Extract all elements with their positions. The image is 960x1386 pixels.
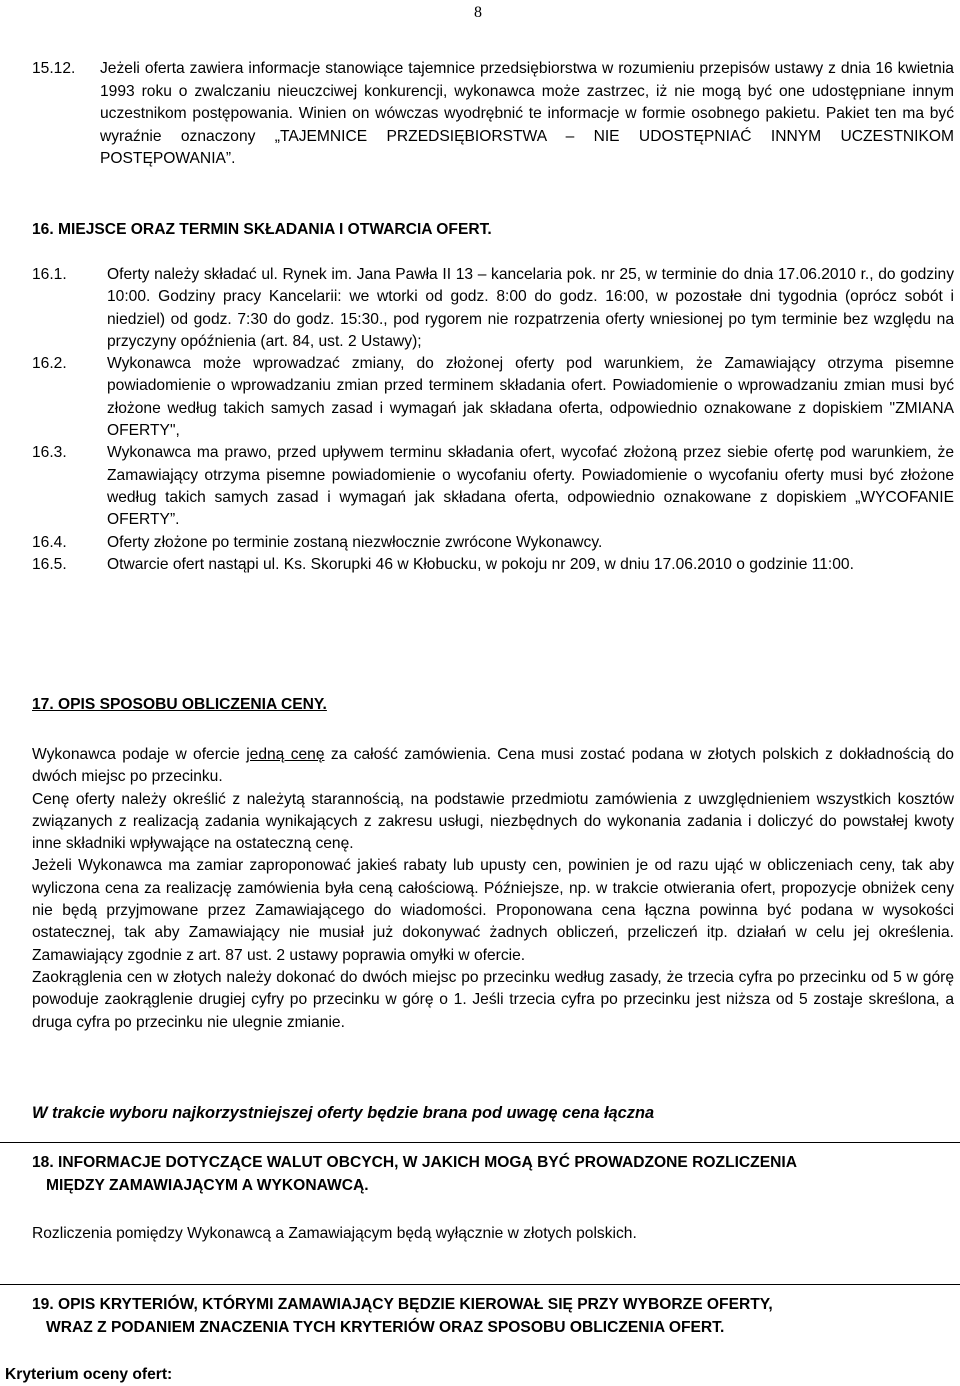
heading-line: 18. INFORMACJE DOTYCZĄCE WALUT OBCYCH, W JAKICH MOGĄ BYĆ PROWADZONE ROZLICZENIA <box>32 1154 797 1171</box>
list-item <box>32 264 954 353</box>
heading-line: 19. OPIS KRYTERIÓW, KTÓRYMI ZAMAWIAJĄCY BĘDZIE KIEROWAŁ SIĘ PRZY WYBORZE OFERTY, <box>32 1296 773 1313</box>
paragraph-text: za całość zamówienia. Cena musi zostać podana w złotych polskich z dokładnością do dwóch miejsc po przecinku. <box>32 746 954 786</box>
heading-section-18 <box>32 1152 954 1197</box>
heading-section-17: 17. OPIS SPOSOBU OBLICZENIA CENY. <box>32 696 327 713</box>
underlined-phrase: jedną cenę <box>246 746 325 763</box>
heading-line: WRAZ Z PODANIEM ZNACZENIA TYCH KRYTERIÓW ORAZ SPOSOBU OBLICZENIA OFERT. <box>46 1318 725 1336</box>
item-text: Oferty należy składać ul. Rynek im. Jana Pawła II 13 – kancelaria pok. nr 25, w terminie do dnia 17.06.2010 r., do godziny 10:00. Godziny pracy Kancelarii: we wtorki od godz. 8:00 do godz. 16:00, w pozostałe dni tygodnia (oprócz sobót i niedziel) od godz. 7:30 do godz. 15:30., pod rygorem nie rozpatrzenia oferty wniesionej po tym terminie bez względu na przyczyny opóźnienia (art. 84, ust. 2 Ustawy); <box>107 266 954 350</box>
paragraph: Jeżeli Wykonawca ma zamiar zaproponować jakieś rabaty lub upusty cen, powinien je od razu ująć w obliczeniach ceny, tak aby wyliczona cena za realizację zamówienia była ceną całościową. Późniejsze, np. w trakcie otwierania ofert, propozycje obniżek ceny nie będą przyjmowane przez Zamawiającego do wiadomości. Proponowana cena łączna powinna być podana w wysokości ostatecznej, tak aby Zamawiający nie musiał już dokonywać żadnych obliczeń, przeliczeń itp. działań w celu jej określenia. Zamawiający zgodnie z art. 87 ust. 2 ustawy poprawia omyłki w ofercie. <box>32 857 954 964</box>
section-18-text: Rozliczenia pomiędzy Wykonawcą a Zamawiającym będą wyłącznie w złotych polskich. <box>32 1225 637 1242</box>
section-16-list <box>32 264 954 576</box>
section-number: 15.12. <box>32 60 76 77</box>
paragraph: Cenę oferty należy określić z należytą starannością, na podstawie przedmiotu zamówienia z uwzględnieniem wszystkich kosztów związanych z realizacją zadania wynikających z zakresu usługi, niezbędnych do wykonania zadania i doliczyć do powstałej kwoty inne składniki wpływające na ostateczną cenę. <box>32 790 954 853</box>
paragraph: Zaokrąglenia cen w złotych należy dokonać do dwóch miejsc po przecinku według zasady, że trzecia cyfra po przecinku od 5 w górę powoduje zaokrąglenie drugiej cyfry po przecinku w górę o 1. Jeśli trzecia cyfra po przecinku jest niższa od 5 zostaje skreślona, a druga cyfra po przecinku nie ulegnie zmianie. <box>32 968 954 1031</box>
divider <box>0 1142 960 1143</box>
list-item <box>32 353 954 442</box>
item-number: 16.3. <box>32 444 67 462</box>
subheading-criteria: Kryterium oceny ofert: <box>5 1366 173 1383</box>
heading-section-16: 16. MIEJSCE ORAZ TERMIN SKŁADANIA I OTWARCIA OFERT. <box>32 221 492 238</box>
page-number: 8 <box>474 4 482 21</box>
item-text: Wykonawca ma prawo, przed upływem terminu składania ofert, wycofać złożoną przez siebie ofertę pod warunkiem, że Zamawiający otrzyma pisemne powiadomienie o wycofaniu oferty. Powiadomienie o wycofaniu oferty musi być złożone według takich samych zasad i wymagań jak składana oferta, odpowiednio oznakowane z dopiskiem „WYCOFANIE OFERTY”. <box>107 444 954 529</box>
item-number: 16.1. <box>32 266 67 283</box>
paragraph-text: Wykonawca podaje w ofercie <box>32 746 247 763</box>
section-17-body <box>32 744 954 1034</box>
emphasis-note: W trakcie wyboru najkorzystniejszej oferty będzie brana pod uwagę cena łączna <box>32 1104 655 1122</box>
item-number: 16.2. <box>32 355 67 373</box>
heading-line: MIĘDZY ZAMAWIAJĄCYM A WYKONAWCĄ. <box>46 1176 369 1194</box>
list-item <box>32 532 954 554</box>
item-number: 16.4. <box>32 533 67 551</box>
section-15-12 <box>32 58 954 171</box>
list-item <box>32 554 954 576</box>
item-text: Otwarcie ofert nastąpi ul. Ks. Skorupki 46 w Kłobucku, w pokoju nr 209, w dniu 17.06.2010 o godzinie 11:00. <box>107 555 854 573</box>
item-number: 16.5. <box>32 555 67 573</box>
section-text: Jeżeli oferta zawiera informacje stanowiące tajemnice przedsiębiorstwa w rozumieniu przepisów ustawy z dnia 16 kwietnia 1993 roku o zwalczaniu nieuczciwej konkurencji, wykonawca może zastrzec, iż nie mogą być one udostępniane innym uczestnikom postępowania. Winien on wówczas wyodrębnić te informacje w formie osobnego pakietu. Pakiet ten ma być wyraźnie oznaczony „TAJEMNICE PRZEDSIĘBIORSTWA – NIE UDOSTĘPNIAĆ INNYM UCZESTNIKOM POSTĘPOWANIA”. <box>100 60 954 167</box>
divider <box>0 1284 960 1285</box>
list-item <box>32 442 954 531</box>
paragraph <box>32 744 954 789</box>
item-text: Wykonawca może wprowadzać zmiany, do złożonej oferty pod warunkiem, że Zamawiający otrzyma pisemne powiadomienie o wprowadzaniu zmian przed terminem składania ofert. Powiadomienie o wprowadzaniu zmian musi być złożone według takich samych zasad i wymagań jak składana oferta, odpowiednio oznakowane z dopiskiem "ZMIANA OFERTY", <box>107 355 954 440</box>
heading-section-19 <box>32 1294 954 1339</box>
item-text: Oferty złożone po terminie zostaną niezwłocznie zwrócone Wykonawcy. <box>107 533 603 551</box>
